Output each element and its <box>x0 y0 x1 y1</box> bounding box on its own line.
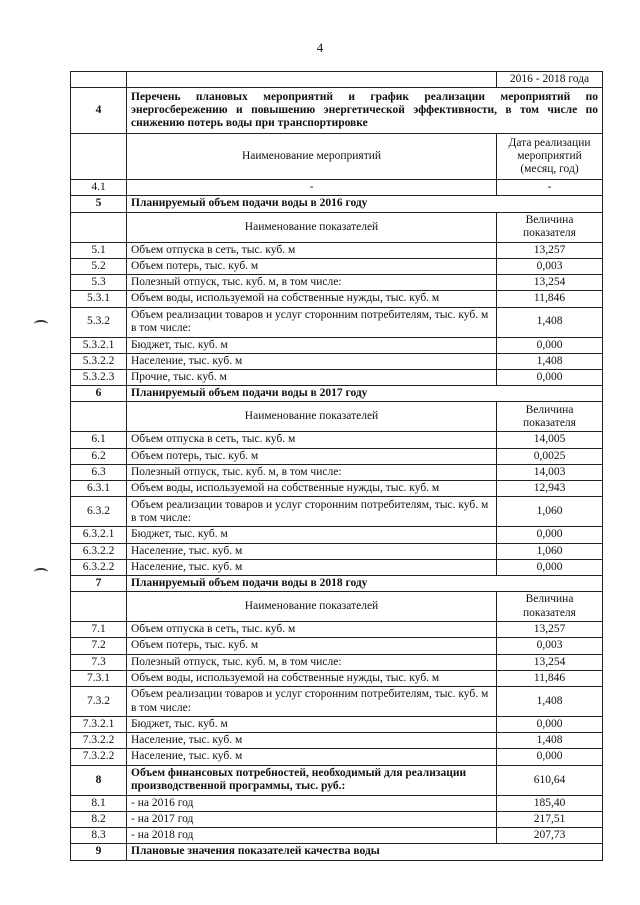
table-row: 5.2 Объем потерь, тыс. куб. м 0,003 <box>71 258 603 274</box>
table-row: 6.3.2.1 Бюджет, тыс. куб. м 0,000 <box>71 527 603 543</box>
margin-mark <box>34 320 48 328</box>
total-value: 610,64 <box>497 765 603 795</box>
table-row: 5.3.2.3 Прочие, тыс. куб. м 0,000 <box>71 369 603 385</box>
column-header-name: Наименование мероприятий <box>127 134 497 180</box>
section-4-header-row <box>71 134 603 180</box>
section-5-header-row: Наименование показателей Величина показателя <box>71 212 603 242</box>
margin-mark <box>34 568 48 576</box>
table-row: 7.3 Полезный отпуск, тыс. куб. м, в том числе: 13,254 <box>71 654 603 670</box>
section-6-header-row: Наименование показателей Величина показателя <box>71 402 603 432</box>
section-4-title-row <box>71 88 603 134</box>
section-8-title-row: 8 Объем финансовых потребностей, необходимый для реализации производственной программы, тыс. руб.: 610,64 <box>71 765 603 795</box>
page-number: 4 <box>316 40 324 55</box>
section-9-title-row: 9 Плановые значения показателей качества воды <box>71 844 603 860</box>
table-row: 7.1 Объем отпуска в сеть, тыс. куб. м 13,257 <box>71 622 603 638</box>
column-header-date: Дата реализации мероприятий (месяц, год) <box>497 134 603 180</box>
section-title: Перечень плановых мероприятий и график реализации мероприятий по энергосбережению и повышению энергетической эффективности, в том числе по снижению потерь воды при транспортировке <box>127 88 603 134</box>
table-row: 5.3 Полезный отпуск, тыс. куб. м, в том числе: 13,254 <box>71 275 603 291</box>
table-row: 5.3.1 Объем воды, используемой на собственные нужды, тыс. куб. м 11,846 <box>71 291 603 307</box>
table-row: 7.3.2 Объем реализации товаров и услуг сторонним потребителям, тыс. куб. м в том числе: 1,408 <box>71 687 603 717</box>
table-row: 8.2 - на 2017 год 217,51 <box>71 811 603 827</box>
program-table <box>70 71 603 861</box>
section-6-title-row: 6 Планируемый объем подачи воды в 2017 году <box>71 386 603 402</box>
year-range: 2016 - 2018 года <box>497 72 603 88</box>
table-row: 7.3.2.1 Бюджет, тыс. куб. м 0,000 <box>71 717 603 733</box>
table-row: 5.3.2 Объем реализации товаров и услуг сторонним потребителям, тыс. куб. м в том числе: 1,408 <box>71 307 603 337</box>
table-row: 6.2 Объем потерь, тыс. куб. м 0,0025 <box>71 448 603 464</box>
table-row: 6.3.2 Объем реализации товаров и услуг сторонним потребителям, тыс. куб. м в том числе: 1,060 <box>71 497 603 527</box>
table-row: 6.3 Полезный отпуск, тыс. куб. м, в том числе: 14,003 <box>71 464 603 480</box>
table-row: 7.3.2.2 Население, тыс. куб. м 1,408 <box>71 733 603 749</box>
table-row: 5.1 Объем отпуска в сеть, тыс. куб. м 13,257 <box>71 242 603 258</box>
year-header-row <box>71 72 603 88</box>
table-row: 6.3.2.2 Население, тыс. куб. м 1,060 <box>71 543 603 559</box>
section-7-title-row: 7 Планируемый объем подачи воды в 2018 году <box>71 575 603 591</box>
table-row: 7.3.1 Объем воды, используемой на собственные нужды, тыс. куб. м 11,846 <box>71 670 603 686</box>
table-row: 6.1 Объем отпуска в сеть, тыс. куб. м 14,005 <box>71 432 603 448</box>
table-row: 5.3.2.1 Бюджет, тыс. куб. м 0,000 <box>71 337 603 353</box>
table-row: 8.1 - на 2016 год 185,40 <box>71 795 603 811</box>
section-5-title-row: 5 Планируемый объем подачи воды в 2016 году <box>71 196 603 212</box>
section-number: 4 <box>71 88 127 134</box>
table-row: 7.2 Объем потерь, тыс. куб. м 0,003 <box>71 638 603 654</box>
table-row: 6.3.1 Объем воды, используемой на собственные нужды, тыс. куб. м 12,943 <box>71 481 603 497</box>
table-row: 7.3.2.2 Население, тыс. куб. м 0,000 <box>71 749 603 765</box>
table-row: 4.1 - - <box>71 180 603 196</box>
table-row: 6.3.2.2 Население, тыс. куб. м 0,000 <box>71 559 603 575</box>
table-row: 5.3.2.2 Население, тыс. куб. м 1,408 <box>71 353 603 369</box>
section-7-header-row: Наименование показателей Величина показателя <box>71 592 603 622</box>
table-row: 8.3 - на 2018 год 207,73 <box>71 828 603 844</box>
